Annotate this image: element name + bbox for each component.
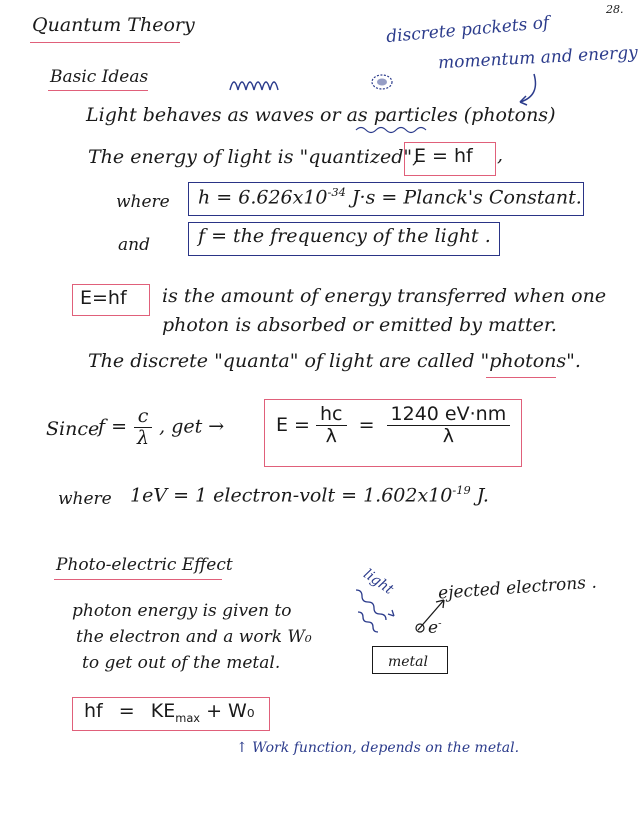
text-where-2: where <box>58 489 112 509</box>
text-photons: (photons) <box>463 104 556 126</box>
page-number: 28. <box>606 3 624 16</box>
diagram-metal-label: metal <box>388 654 429 670</box>
equation-E-hf-2: E=hf <box>80 287 127 309</box>
text-photon-absorbed: photon is absorbed or emitted by matter. <box>162 314 557 336</box>
text-frequency-definition: f = the frequency of the light . <box>198 225 491 247</box>
text-discrete-quanta: The discrete "quanta" of light are called "photons". <box>88 350 581 372</box>
equation-E-hc-lambda: E = $\frac{hc}{\lambda}$ = $\frac{1240 eV\cdot nm}{\lambda}$ <box>276 404 510 447</box>
particle-icon <box>368 70 398 94</box>
text-comma: , <box>497 144 504 166</box>
text-photons-called: "photons". <box>480 350 581 372</box>
text-photon-energy: photon energy is given to <box>72 601 292 621</box>
particles-underline-squiggle <box>356 126 436 134</box>
diagram-light-label: light <box>360 566 397 598</box>
page-title: Quantum Theory <box>32 14 195 36</box>
photons-underline <box>486 377 556 378</box>
text-planck-constant: $h = 6.626x10^{-34}$ J·s = Planck's Constant. <box>198 185 582 209</box>
text-where-1: where <box>116 192 170 212</box>
section-heading-basic-ideas: Basic Ideas <box>50 67 149 87</box>
diagram-ejected-electrons-label: ejected electrons . <box>437 572 598 604</box>
text-since: Since <box>46 418 100 440</box>
wave-icon <box>228 76 288 96</box>
equation-E-hf: E = hf <box>414 145 473 167</box>
diagram-electron-label: e- <box>428 618 442 638</box>
text-electron-volt: 1eV = 1 electron-volt = $1.602x10^{-19}$ J. <box>130 483 489 507</box>
title-underline <box>30 42 180 43</box>
section-heading-photoelectric: Photo-electric Effect <box>56 555 233 575</box>
text-electron-work: the electron and a work W₀ <box>76 627 312 647</box>
text-amount-of-energy: is the amount of energy transferred when one <box>162 285 607 307</box>
text-get-out-metal: to get out of the metal. <box>82 653 281 673</box>
equation-photoelectric: hf = $KE_{max} + W_0$ <box>84 700 255 725</box>
text-work-function-note: ↑ Work function, depends on the metal. <box>236 740 520 756</box>
basic-ideas-underline <box>48 90 148 91</box>
annotation-discrete-packets-line2: momentum and energy <box>437 42 638 74</box>
light-wave-icon <box>350 582 420 642</box>
text-and: and <box>118 235 150 255</box>
photoelectric-underline <box>54 579 222 580</box>
annotation-discrete-packets-line1: discrete packets of <box>385 12 550 48</box>
equation-f-c-lambda: f = $\frac{c}{\lambda}$ , get → <box>98 405 225 449</box>
text-energy-quantized: The energy of light is "quantized", <box>88 146 419 168</box>
text-light-behaves: Light behaves as waves or as particles (photons) <box>86 104 556 126</box>
text-particles: particles <box>373 104 458 126</box>
